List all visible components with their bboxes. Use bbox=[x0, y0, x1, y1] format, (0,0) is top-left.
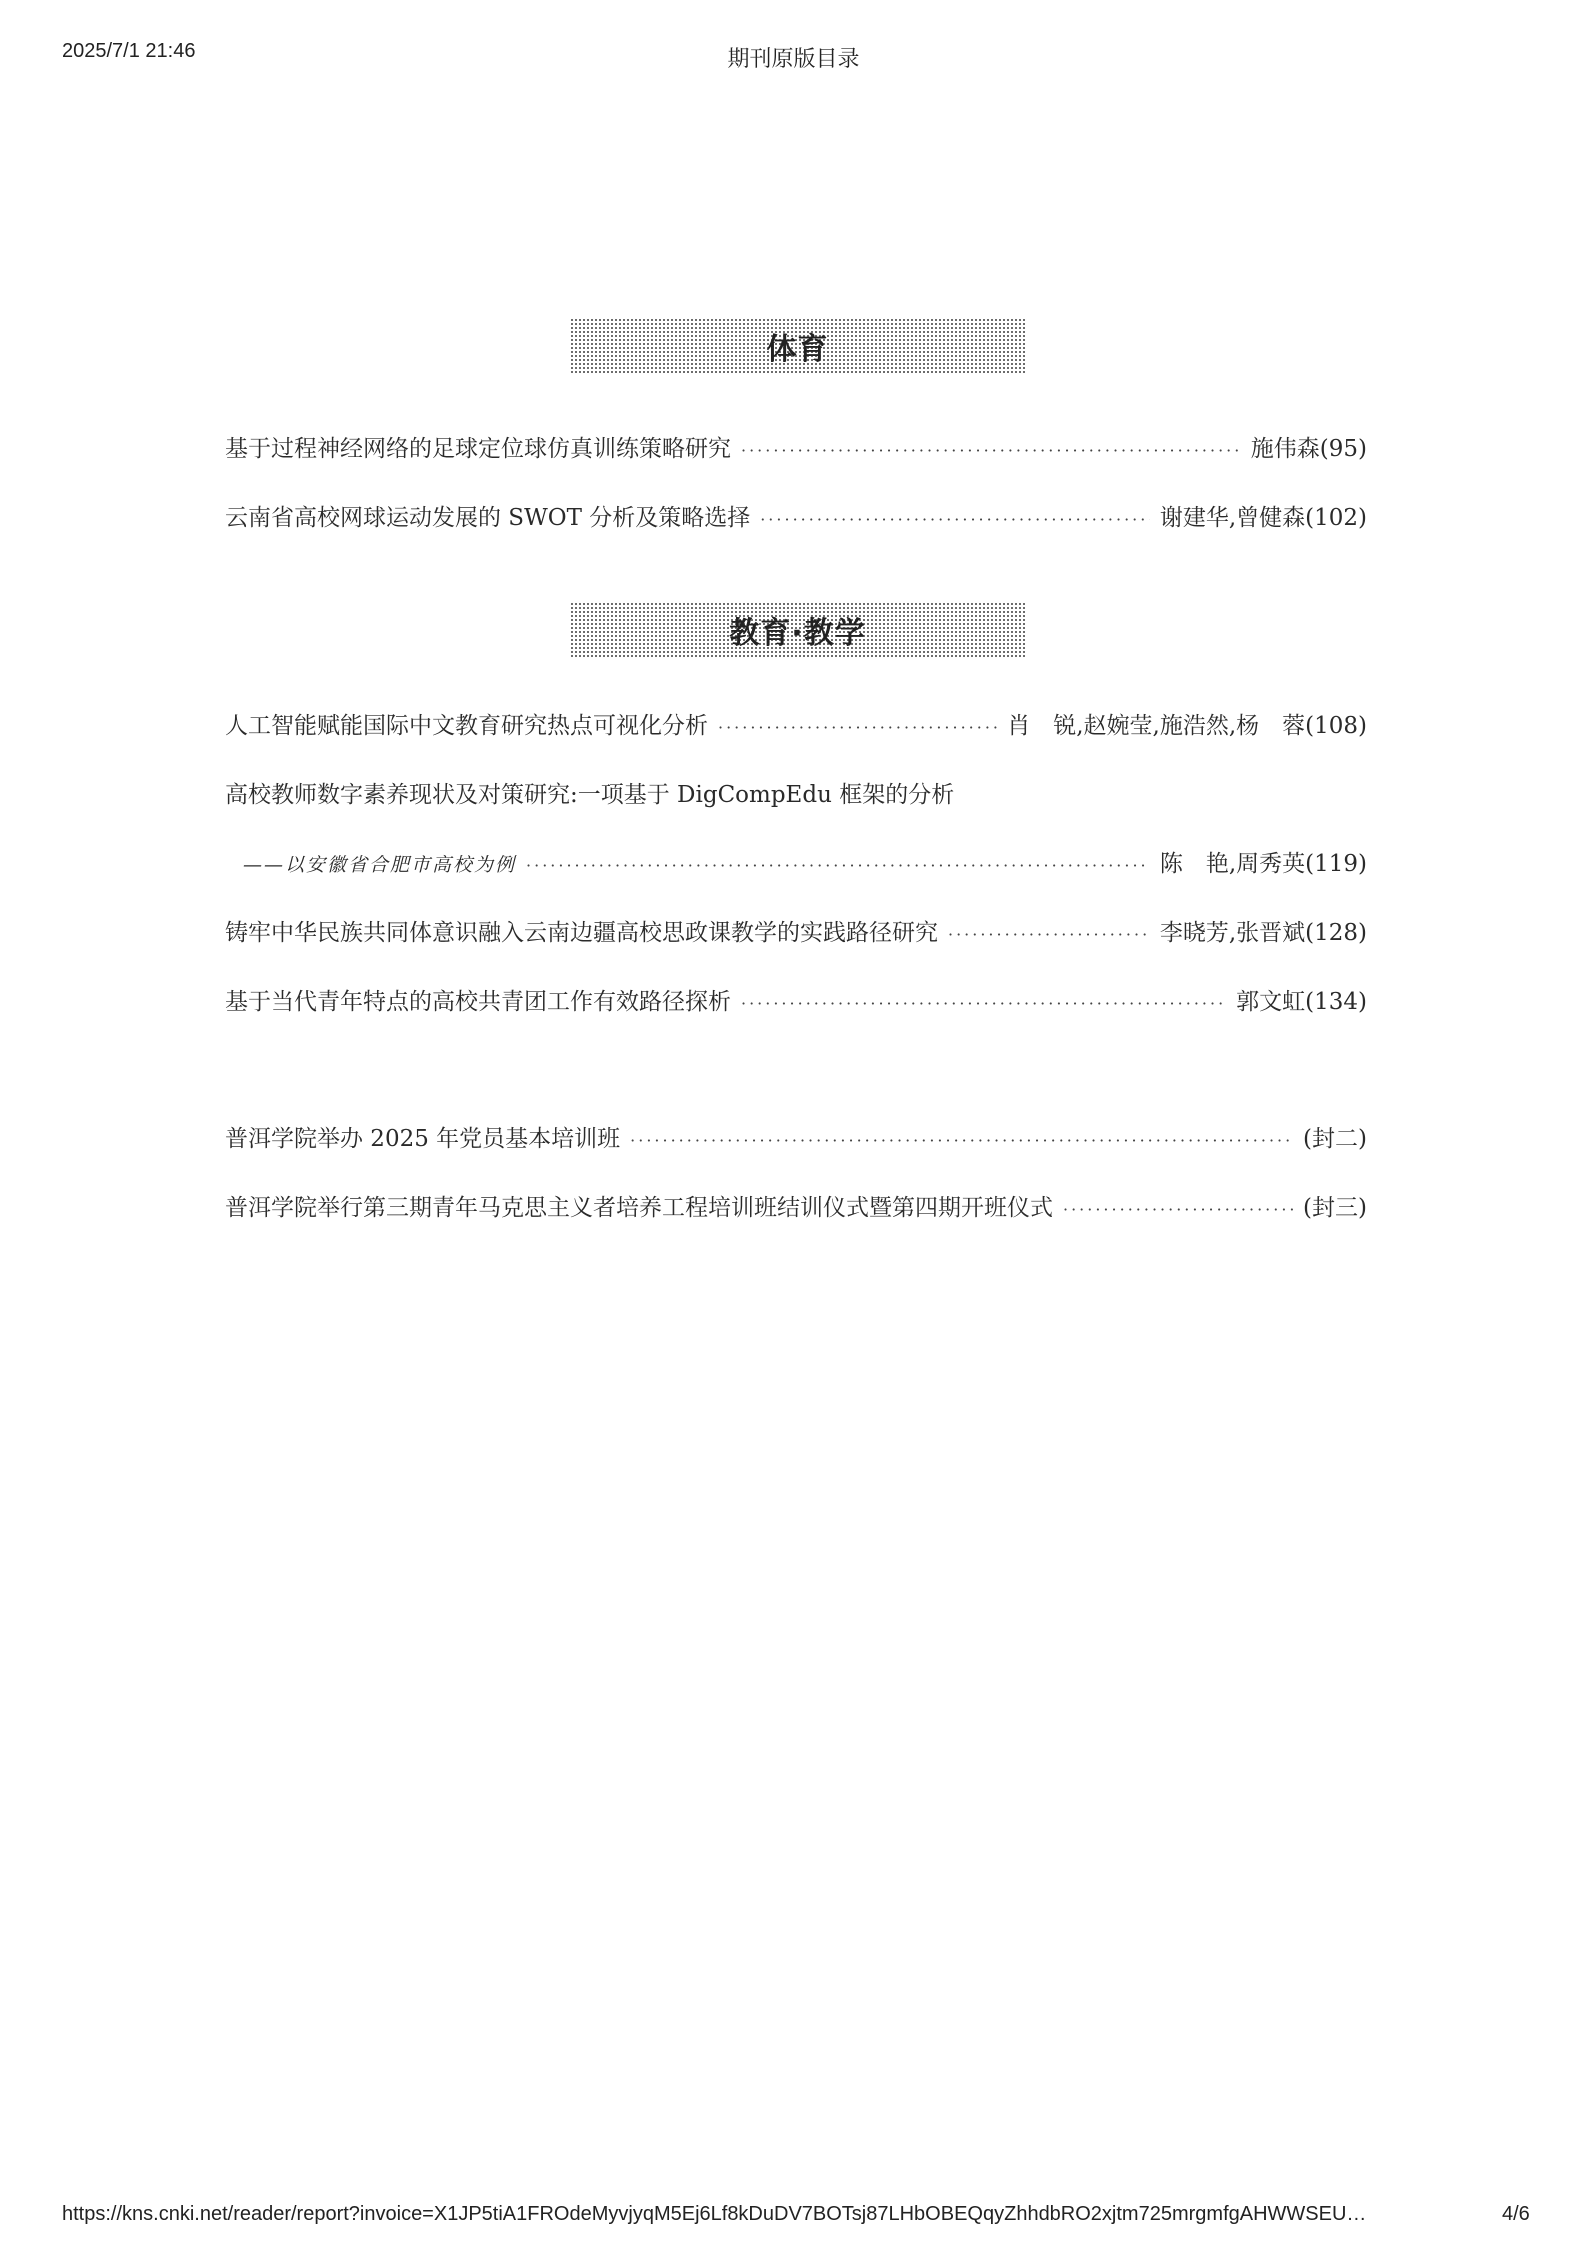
toc-entry-title: 基于过程神经网络的足球定位球仿真训练策略研究 bbox=[225, 436, 731, 462]
toc-entry bbox=[225, 430, 1367, 464]
toc-entry-title-only bbox=[225, 776, 1367, 810]
toc-dot-leader bbox=[741, 994, 1226, 1013]
toc-dot-leader bbox=[526, 856, 1150, 875]
toc-entry-author-page: (封二) bbox=[1303, 1126, 1367, 1152]
toc-entry-author-page: 陈 艳,周秀英(119) bbox=[1159, 851, 1367, 877]
toc-dot-leader bbox=[630, 1131, 1293, 1150]
toc-dot-leader bbox=[760, 510, 1150, 529]
toc-entry-author-page: (封三) bbox=[1303, 1195, 1367, 1221]
toc-entry-subtitle: ——以安徽省合肥市高校为例 bbox=[243, 854, 517, 876]
print-page-title: 期刊原版目录 bbox=[727, 47, 860, 72]
toc-entry-author-page: 肖 锐,赵婉莹,施浩然,杨 蓉(108) bbox=[1007, 713, 1367, 739]
toc-entry bbox=[225, 845, 1367, 879]
section-heading-label: 体育 bbox=[766, 332, 829, 367]
toc-dot-leader bbox=[741, 441, 1241, 460]
toc-dot-leader bbox=[1063, 1200, 1293, 1219]
toc-entry-title: 基于当代青年特点的高校共青团工作有效路径探析 bbox=[225, 989, 731, 1015]
toc-entry-title: 人工智能赋能国际中文教育研究热点可视化分析 bbox=[225, 713, 708, 739]
print-url: https://kns.cnki.net/reader/report?invoice=X1JP5tiA1FROdeMyvjyqM5Ej6Lf8kDuDV7BOTsj87LHbOBEQqyZhhdbRO2xjtm725mrgmfgAHWWSEU… bbox=[62, 2203, 1367, 2225]
toc-entry-author-page: 施伟森(95) bbox=[1250, 436, 1367, 462]
section-heading-education bbox=[570, 602, 1025, 658]
toc-dot-leader bbox=[948, 925, 1150, 944]
toc-entry bbox=[225, 983, 1367, 1017]
toc-entry-title: 铸牢中华民族共同体意识融入云南边疆高校思政课教学的实践路径研究 bbox=[225, 920, 938, 946]
toc-entry bbox=[225, 1120, 1367, 1154]
print-datetime: 2025/7/1 21:46 bbox=[62, 40, 196, 62]
toc-entry-author-page: 郭文虹(134) bbox=[1236, 989, 1367, 1015]
toc-entry-title: 云南省高校网球运动发展的 SWOT 分析及策略选择 bbox=[225, 505, 751, 531]
toc-entry-title: 高校教师数字素养现状及对策研究:一项基于 DigCompEdu 框架的分析 bbox=[225, 782, 955, 808]
toc-dot-leader bbox=[718, 718, 997, 737]
toc-entry-author-page: 李晓芳,张晋斌(128) bbox=[1159, 920, 1367, 946]
toc-entry-author-page: 谢建华,曾健森(102) bbox=[1159, 505, 1367, 531]
toc-entry-title: 普洱学院举行第三期青年马克思主义者培养工程培训班结训仪式暨第四期开班仪式 bbox=[225, 1195, 1053, 1221]
toc-entry bbox=[225, 499, 1367, 533]
toc-entry bbox=[225, 707, 1367, 741]
section-heading-sports bbox=[570, 318, 1025, 374]
print-page-number: 4/6 bbox=[1502, 2203, 1530, 2225]
toc-entry-title: 普洱学院举办 2025 年党员基本培训班 bbox=[225, 1126, 621, 1152]
toc-entry bbox=[225, 914, 1367, 948]
section-heading-label: 教育·教学 bbox=[729, 616, 866, 651]
toc-entry bbox=[225, 1189, 1367, 1223]
